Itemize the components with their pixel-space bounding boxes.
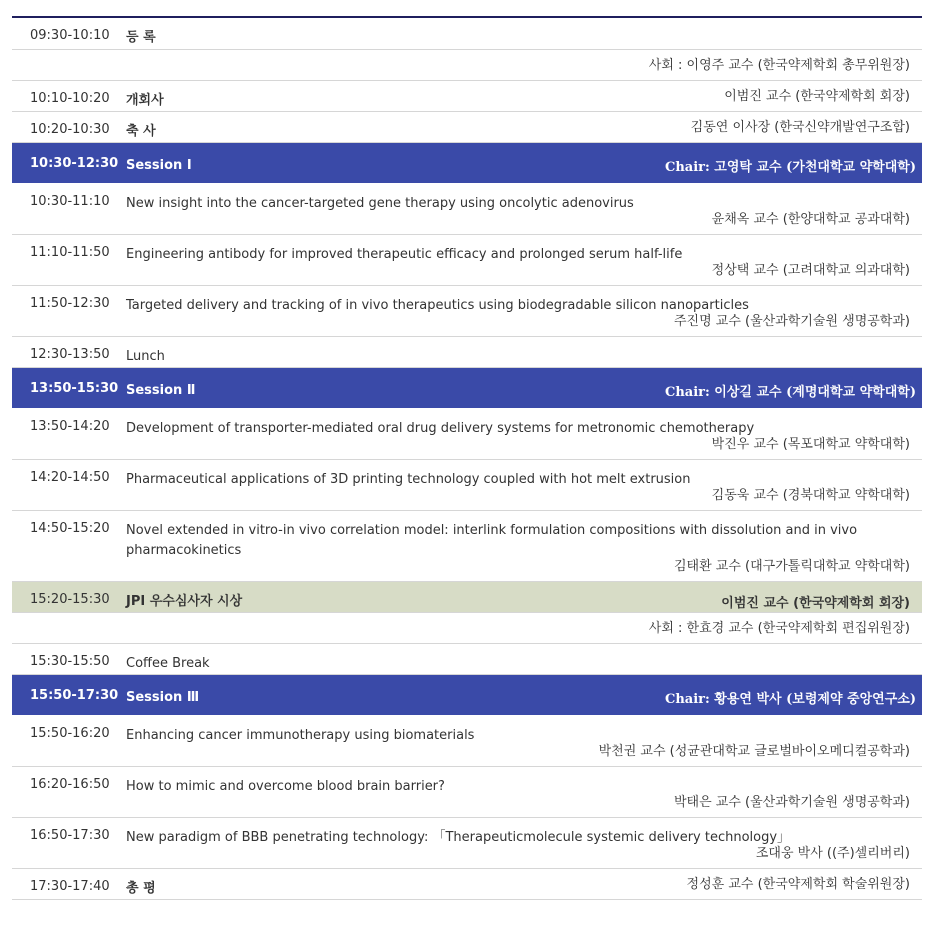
speaker-cell: 윤채옥 교수 (한양대학교 공과대학) [711,212,910,227]
speaker-cell: 김동욱 교수 (경북대학교 약학대학) [711,488,910,503]
table-row [12,286,922,337]
table-row [12,235,922,286]
session-title: Session Ⅱ [126,383,196,398]
award-title: JPI 우수심사자 시상 [126,594,243,609]
title-cell: Lunch [126,349,165,364]
time-cell: 14:20-14:50 [30,470,110,485]
table-row [12,112,922,143]
table-row [12,644,922,675]
award-presenter: 이범진 교수 (한국약제학회 회장) [721,596,910,611]
session-title: Session Ⅰ [126,158,192,173]
time-cell: 10:10-10:20 [30,91,110,106]
talk-title: Pharmaceutical applications of 3D printing technology coupled with hot melt extrusion [126,472,691,487]
time-cell: 10:20-10:30 [30,122,110,137]
title-cell: 축 사 [126,124,156,139]
time-cell: 12:30-13:50 [30,347,110,362]
speaker-cell: 주진명 교수 (울산과학기술원 생명공학과) [673,314,910,329]
award-row [12,582,922,613]
time-cell: 10:30-11:10 [30,194,110,209]
table-row [12,184,922,235]
time-cell: 13:50-14:20 [30,419,110,434]
title-cell: Coffee Break [126,656,210,671]
time-cell: 11:10-11:50 [30,245,110,260]
talk-title: New paradigm of BBB penetrating technology: 「Therapeuticmolecule systemic delivery technology」 [126,830,791,845]
table-row [12,409,922,460]
time-cell: 10:30-12:30 [30,156,119,171]
host-row [12,613,922,644]
table-row [12,460,922,511]
time-cell: 15:20-15:30 [30,592,110,607]
speaker-cell: 박태은 교수 (울산과학기술원 생명공학과) [673,795,910,810]
session-title: Session Ⅲ [126,690,200,705]
talk-title: Engineering antibody for improved therapeutic efficacy and prolonged serum half-life [126,247,683,262]
title-cell: 등 록 [126,30,156,45]
table-row [12,767,922,818]
talk-title: How to mimic and overcome blood brain barrier? [126,779,445,794]
speaker-cell: 정상택 교수 (고려대학교 의과대학) [711,263,910,278]
speaker-cell: 박진우 교수 (목포대학교 약학대학) [711,437,910,452]
time-cell: 17:30-17:40 [30,879,110,894]
time-cell: 15:30-15:50 [30,654,110,669]
table-row [12,18,922,50]
table-row [12,869,922,900]
time-cell: 16:20-16:50 [30,777,110,792]
time-cell: 15:50-17:30 [30,688,119,703]
speaker-cell: 조대웅 박사 ((주)셀리버리) [755,846,910,861]
talk-title: Development of transporter-mediated oral drug delivery systems for metronomic chemotherapy [126,421,755,436]
host-text: 사회 : 이영주 교수 (한국약제학회 총무위원장) [648,58,910,73]
session-header-row [12,143,922,184]
speaker-cell: 이범진 교수 (한국약제학회 회장) [724,89,910,104]
time-cell: 16:50-17:30 [30,828,110,843]
program-table [12,16,922,900]
talk-title: Enhancing cancer immunotherapy using biomaterials [126,728,475,743]
time-cell: 15:50-16:20 [30,726,110,741]
title-cell: 총 평 [126,881,156,896]
speaker-cell: 정성훈 교수 (한국약제학회 학술위원장) [686,877,910,892]
time-cell: 13:50-15:30 [30,381,119,396]
host-text: 사회 : 한효경 교수 (한국약제학회 편집위원장) [648,621,910,636]
table-row [12,81,922,112]
time-cell: 11:50-12:30 [30,296,110,311]
talk-title: New insight into the cancer-targeted gene therapy using oncolytic adenovirus [126,196,634,211]
session-chair: Chair: 이상길 교수 (계명대학교 약학대학) [664,385,916,400]
time-cell: 09:30-10:10 [30,28,110,43]
talk-title: Novel extended in vitro-in vivo correlation model: interlink formulation compositions with dissolution and in vivo pharmacokinetics [126,523,858,558]
talk-title: Targeted delivery and tracking of in vivo therapeutics using biodegradable silicon nanoparticles [126,298,749,313]
host-row [12,50,922,81]
table-row [12,818,922,869]
speaker-cell: 김동연 이사장 (한국신약개발연구조합) [690,120,910,135]
table-row [12,337,922,368]
table-row [12,511,922,582]
speaker-cell: 박천권 교수 (성균관대학교 글로벌바이오메디컬공학과) [598,744,910,759]
title-cell: 개회사 [126,93,164,108]
time-cell: 14:50-15:20 [30,521,110,536]
session-header-row [12,675,922,716]
table-row [12,716,922,767]
session-chair: Chair: 황용연 박사 (보령제약 중앙연구소) [664,692,916,707]
session-chair: Chair: 고영탁 교수 (가천대학교 약학대학) [664,160,916,175]
speaker-cell: 김태환 교수 (대구가톨릭대학교 약학대학) [673,559,910,574]
session-header-row [12,368,922,409]
